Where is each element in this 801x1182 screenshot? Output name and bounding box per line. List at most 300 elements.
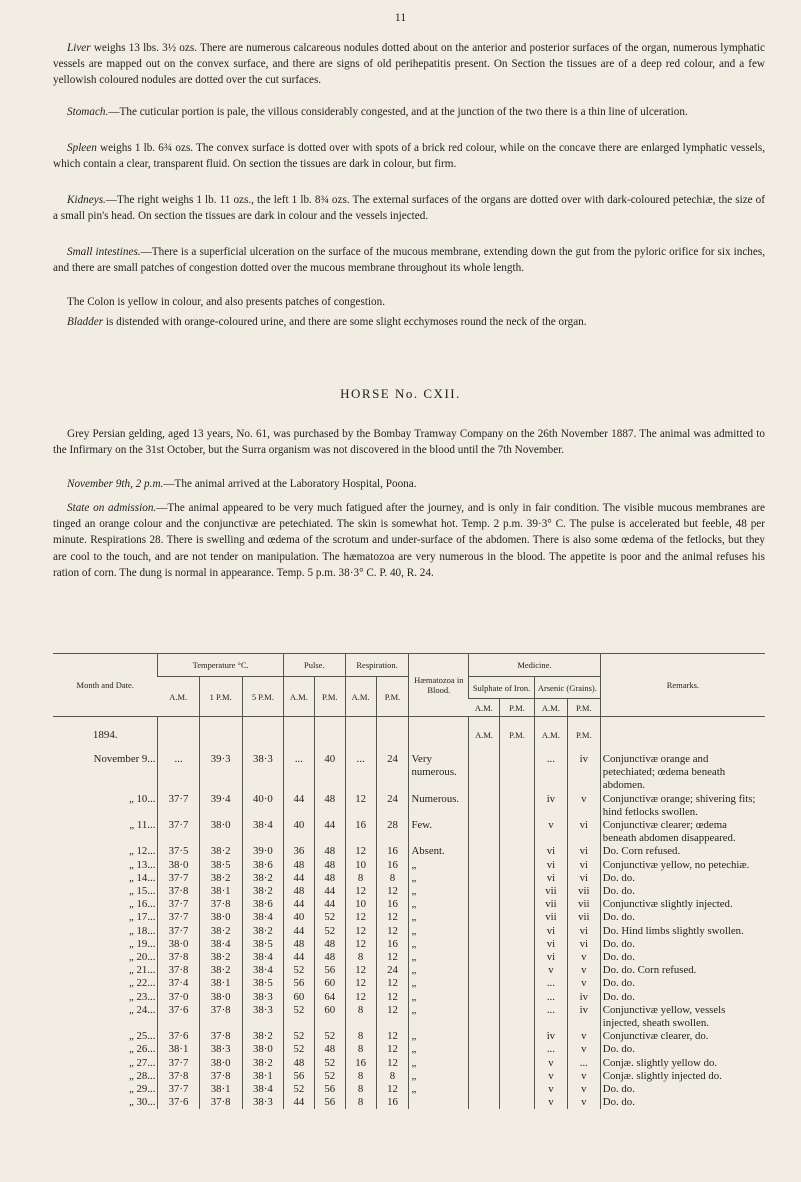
cell-sulphate-am xyxy=(469,925,500,938)
table-row xyxy=(53,938,765,951)
cell-sulphate-am xyxy=(469,753,500,793)
cell-arsenic-pm: vi xyxy=(567,845,600,858)
cell-pulse-am: 52 xyxy=(283,1004,314,1030)
cell-resp-am: 8 xyxy=(345,1083,376,1096)
cell-sulphate-pm xyxy=(499,753,534,793)
cell-sulphate-am xyxy=(469,1070,500,1083)
cell-haematozoa: „ xyxy=(409,951,469,964)
table-row xyxy=(53,1030,765,1043)
cell-resp-pm: 12 xyxy=(376,1043,409,1056)
cell-haematozoa: „ xyxy=(409,1083,469,1096)
cell-sulphate-am xyxy=(469,872,500,885)
cell-arsenic-pm: v xyxy=(567,964,600,977)
cell-temp-5pm: 38·2 xyxy=(242,1057,283,1070)
header-arsenic-pm: P.M. xyxy=(567,699,600,717)
cell-temp-5pm: 38·3 xyxy=(242,1004,283,1030)
cell-arsenic-am: iv xyxy=(534,1030,567,1043)
cell-pulse-pm: 56 xyxy=(314,964,345,977)
header-sulphate-pm: P.M. xyxy=(499,699,534,717)
cell-temp-am: 37·7 xyxy=(158,872,199,885)
cell-remarks: Do. do. xyxy=(600,885,765,898)
cell-resp-am: 8 xyxy=(345,872,376,885)
cell-sulphate-am xyxy=(469,845,500,858)
cell-remarks: Do. do. xyxy=(600,977,765,990)
cell-sulphate-pm xyxy=(499,911,534,924)
cell-temp-am: 37·6 xyxy=(158,1004,199,1030)
cell-pulse-am: 48 xyxy=(283,885,314,898)
cell-temp-5pm: 38·4 xyxy=(242,951,283,964)
cell-remarks: Conjunctivæ clearer, do. xyxy=(600,1030,765,1043)
paragraph-spleen: Spleen weighs 1 lb. 6¾ ozs. The convex surface is dotted over with spots of a brick red colour, while on the concave there are enlarged lymphatic vessels, which contain a clear, transparent fluid. On section the tissues are dark in colour, but firm. xyxy=(53,142,765,171)
cell-pulse-pm: 48 xyxy=(314,872,345,885)
cell-sulphate-am xyxy=(469,991,500,1004)
cell-sulphate-pm xyxy=(499,793,534,819)
cell-pulse-pm: 48 xyxy=(314,859,345,872)
cell-pulse-pm: 60 xyxy=(314,977,345,990)
cell-sulphate-pm xyxy=(499,938,534,951)
cell-resp-pm: 12 xyxy=(376,911,409,924)
cell-temp-1pm: 38·1 xyxy=(199,885,242,898)
table-row xyxy=(53,977,765,990)
header-pulse-pm: P.M. xyxy=(314,677,345,717)
cell-temp-5pm: 38·2 xyxy=(242,1030,283,1043)
cell-remarks: Do. do. xyxy=(600,951,765,964)
cell-temp-1pm: 38·2 xyxy=(199,872,242,885)
year-label: 1894. xyxy=(92,729,118,741)
cell-temp-am: 37·8 xyxy=(158,885,199,898)
cell-sulphate-pm xyxy=(499,1083,534,1096)
cell-temp-am: 37·0 xyxy=(158,991,199,1004)
table-row xyxy=(53,1083,765,1096)
header-respiration: Respiration. xyxy=(345,654,409,677)
cell-remarks: Conjunctivæ slightly injected. xyxy=(600,898,765,911)
cell-pulse-am: 44 xyxy=(283,925,314,938)
cell-haematozoa: Few. xyxy=(409,819,469,845)
cell-arsenic-am: ... xyxy=(534,977,567,990)
cell-date: November 9... xyxy=(93,753,156,765)
cell-sulphate-pm xyxy=(499,964,534,977)
cell-pulse-am: 52 xyxy=(283,1030,314,1043)
header-arsenic-am: A.M. xyxy=(534,699,567,717)
table-row xyxy=(53,859,765,872)
cell-resp-am: 12 xyxy=(345,991,376,1004)
cell-resp-pm: 24 xyxy=(376,793,409,819)
cell-date: „ 26... xyxy=(129,1043,156,1056)
cell-date: „ 23... xyxy=(129,990,156,1003)
cell-sulphate-am xyxy=(469,938,500,951)
table-row xyxy=(53,911,765,924)
cell-arsenic-am: iv xyxy=(534,793,567,819)
cell-pulse-pm: 52 xyxy=(314,1057,345,1070)
table-row xyxy=(53,1096,765,1109)
table-row xyxy=(53,885,765,898)
cell-haematozoa: „ xyxy=(409,1043,469,1056)
cell-remarks: Conjunctivæ yellow, no petechiæ. xyxy=(600,859,765,872)
cell-arsenic-pm: vi xyxy=(567,859,600,872)
cell-temp-1pm: 38·5 xyxy=(199,859,242,872)
paragraph-state-on-admission: State on admission.—The animal appeared to be very much fatigued after the journey, and is only in fair condition. The visible mucous membranes are tinged an orange colour and the conjunctivæ are petechiated. The skin is somewhat hot. Temp. 2 p.m. 39·3° C. The pulse is accelerated but feeble, 48 per minute. Respirations 28. There is swelling and œdema of the scrotum and under-surface of the abdomen. There is also some œdema of the fetlocks, but they are cool to the touch, and are not tender on manipulation. The hæmatozoa are very numerous in the blood. The appetite is poor and the animal refuses his ration of corn. The dung is normal in appearance. Temp. 5 p.m. 38·3° C. P. 40, R. 24. xyxy=(53,502,766,579)
cell-sulphate-am xyxy=(469,1057,500,1070)
header-temperature: Temperature °C. xyxy=(158,654,284,677)
cell-resp-pm: 8 xyxy=(376,1070,409,1083)
cell-pulse-am: ... xyxy=(283,753,314,793)
cell-date: „ 27... xyxy=(129,1056,156,1069)
cell-temp-1pm: 37·8 xyxy=(199,1070,242,1083)
cell-arsenic-pm: vi xyxy=(567,872,600,885)
cell-arsenic-pm: iv xyxy=(567,753,600,793)
cell-temp-1pm: 38·4 xyxy=(199,938,242,951)
year-sulphate-pm: P.M. xyxy=(499,717,534,754)
cell-sulphate-am xyxy=(469,951,500,964)
cell-arsenic-am: vi xyxy=(534,872,567,885)
header-remarks: Remarks. xyxy=(600,654,765,717)
cell-temp-5pm: 38·6 xyxy=(242,859,283,872)
cell-pulse-am: 44 xyxy=(283,1096,314,1109)
cell-arsenic-am: vi xyxy=(534,951,567,964)
cell-pulse-pm: 52 xyxy=(314,1030,345,1043)
cell-remarks: Conjæ. slightly injected do. xyxy=(600,1070,765,1083)
cell-pulse-pm: 52 xyxy=(314,911,345,924)
cell-temp-5pm: 38·2 xyxy=(242,925,283,938)
cell-remarks: Do. do. xyxy=(600,872,765,885)
cell-arsenic-pm: iv xyxy=(567,991,600,1004)
cell-sulphate-am xyxy=(469,885,500,898)
cell-date: „ 28... xyxy=(129,1069,156,1082)
cell-arsenic-pm: vi xyxy=(567,819,600,845)
cell-sulphate-am xyxy=(469,1030,500,1043)
header-sulphate-am: A.M. xyxy=(469,699,500,717)
cell-haematozoa: „ xyxy=(409,885,469,898)
cell-date: „ 29... xyxy=(129,1083,156,1096)
cell-date: „ 22... xyxy=(129,977,156,990)
cell-arsenic-pm: vi xyxy=(567,938,600,951)
cell-temp-1pm: 37·8 xyxy=(199,898,242,911)
header-month: Month and Date. xyxy=(53,654,158,717)
cell-temp-am: 37·5 xyxy=(158,845,199,858)
cell-temp-am: 37·7 xyxy=(158,793,199,819)
cell-resp-pm: 16 xyxy=(376,898,409,911)
cell-temp-5pm: 38·5 xyxy=(242,977,283,990)
header-pulse: Pulse. xyxy=(283,654,345,677)
cell-pulse-am: 56 xyxy=(283,1070,314,1083)
cell-remarks: Conjunctivæ clearer; œdema beneath abdomen disappeared. xyxy=(600,819,765,845)
cell-haematozoa: „ xyxy=(409,977,469,990)
cell-sulphate-pm xyxy=(499,1043,534,1056)
cell-pulse-pm: 44 xyxy=(314,885,345,898)
paragraph-case-history: Grey Persian gelding, aged 13 years, No. 61, was purchased by the Bombay Tramway Company on the 26th November 1887. The animal was admitted to the Infirmary on the 31st October, but the Surra organism was not discovered in the blood until the 7th November. xyxy=(53,428,765,457)
header-temp-1pm: 1 P.M. xyxy=(199,677,242,717)
cell-remarks: Do. Corn refused. xyxy=(600,845,765,858)
cell-resp-am: 12 xyxy=(345,977,376,990)
paragraph-kidneys: Kidneys.—The right weighs 1 lb. 11 ozs., the left 1 lb. 8¾ ozs. The external surfaces of the organs are dotted over with dark-coloured petechiæ, the size of a small pin's head. On section the tissues are dark in colour and the vessels injected. xyxy=(53,194,765,223)
cell-date: „ 12... xyxy=(129,845,156,858)
cell-temp-am: 37·4 xyxy=(158,977,199,990)
cell-temp-1pm: 38·3 xyxy=(199,1043,242,1056)
cell-pulse-am: 48 xyxy=(283,938,314,951)
cell-sulphate-pm xyxy=(499,819,534,845)
cell-date: „ 20... xyxy=(129,951,156,964)
cell-temp-5pm: 38·1 xyxy=(242,1070,283,1083)
cell-date: „ 13... xyxy=(129,858,156,871)
table-row xyxy=(53,753,765,793)
cell-resp-pm: 12 xyxy=(376,885,409,898)
cell-temp-1pm: 37·8 xyxy=(199,1096,242,1109)
cell-temp-am: 37·7 xyxy=(158,925,199,938)
cell-resp-am: 8 xyxy=(345,951,376,964)
cell-temp-5pm: 38·3 xyxy=(242,991,283,1004)
cell-sulphate-pm xyxy=(499,1096,534,1109)
cell-arsenic-pm: ... xyxy=(567,1057,600,1070)
header-temp-5pm: 5 P.M. xyxy=(242,677,283,717)
cell-resp-pm: 12 xyxy=(376,1083,409,1096)
table-row xyxy=(53,1004,765,1030)
cell-temp-1pm: 38·0 xyxy=(199,911,242,924)
cell-temp-1pm: 37·8 xyxy=(199,1030,242,1043)
cell-temp-am: 38·1 xyxy=(158,1043,199,1056)
cell-date: „ 18... xyxy=(129,924,156,937)
cell-pulse-pm: 40 xyxy=(314,753,345,793)
cell-resp-am: 12 xyxy=(345,925,376,938)
cell-pulse-am: 44 xyxy=(283,951,314,964)
page-number: 11 xyxy=(394,10,407,24)
cell-arsenic-pm: v xyxy=(567,1030,600,1043)
cell-pulse-pm: 60 xyxy=(314,1004,345,1030)
cell-resp-pm: 12 xyxy=(376,1030,409,1043)
cell-resp-pm: 8 xyxy=(376,872,409,885)
cell-resp-am: 12 xyxy=(345,845,376,858)
cell-pulse-am: 44 xyxy=(283,793,314,819)
cell-resp-am: 8 xyxy=(345,1004,376,1030)
paragraph-arrival: November 9th, 2 p.m.—The animal arrived at the Laboratory Hospital, Poona. xyxy=(67,478,417,490)
cell-resp-pm: 12 xyxy=(376,991,409,1004)
cell-temp-1pm: 38·1 xyxy=(199,977,242,990)
cell-pulse-pm: 48 xyxy=(314,793,345,819)
table-row xyxy=(53,1057,765,1070)
cell-sulphate-pm xyxy=(499,872,534,885)
cell-haematozoa: „ xyxy=(409,1070,469,1083)
cell-date: „ 10... xyxy=(129,792,156,805)
table-row xyxy=(53,1070,765,1083)
cell-haematozoa: „ xyxy=(409,1004,469,1030)
cell-arsenic-pm: vii xyxy=(567,911,600,924)
paragraph-colon: The Colon is yellow in colour, and also presents patches of congestion. xyxy=(67,296,386,308)
cell-haematozoa: „ xyxy=(409,991,469,1004)
cell-date: „ 21... xyxy=(129,964,156,977)
cell-sulphate-am xyxy=(469,1004,500,1030)
cell-resp-am: 12 xyxy=(345,885,376,898)
cell-resp-am: 16 xyxy=(345,819,376,845)
cell-temp-5pm: 38·6 xyxy=(242,898,283,911)
cell-remarks: Conjunctivæ yellow, vessels injected, sheath swollen. xyxy=(600,1004,765,1030)
cell-haematozoa: Very numerous. xyxy=(409,753,469,793)
table-row xyxy=(53,872,765,885)
paragraph-bladder: Bladder is distended with orange-coloured urine, and there are some slight ecchymoses round the neck of the organ. xyxy=(67,316,587,328)
cell-temp-am: 37·8 xyxy=(158,964,199,977)
cell-pulse-pm: 56 xyxy=(314,1083,345,1096)
cell-resp-am: 8 xyxy=(345,1096,376,1109)
cell-temp-5pm: 40·0 xyxy=(242,793,283,819)
cell-remarks: Do. do. xyxy=(600,911,765,924)
header-resp-pm: P.M. xyxy=(376,677,409,717)
cell-temp-5pm: 38·4 xyxy=(242,964,283,977)
cell-resp-pm: 16 xyxy=(376,1096,409,1109)
header-pulse-am: A.M. xyxy=(283,677,314,717)
cell-sulphate-pm xyxy=(499,1070,534,1083)
cell-remarks: Conjæ. slightly yellow do. xyxy=(600,1057,765,1070)
cell-temp-1pm: 38·2 xyxy=(199,964,242,977)
cell-resp-am: 10 xyxy=(345,898,376,911)
cell-pulse-am: 60 xyxy=(283,991,314,1004)
observation-table xyxy=(53,653,765,1109)
cell-pulse-am: 52 xyxy=(283,964,314,977)
cell-sulphate-am xyxy=(469,964,500,977)
cell-arsenic-am: ... xyxy=(534,1004,567,1030)
cell-temp-1pm: 38·2 xyxy=(199,845,242,858)
cell-date: „ 19... xyxy=(129,937,156,950)
cell-date: „ 24... xyxy=(129,1003,156,1016)
cell-sulphate-pm xyxy=(499,859,534,872)
table-row xyxy=(53,991,765,1004)
cell-date: „ 14... xyxy=(129,871,156,884)
cell-remarks: Conjunctivæ orange; shivering fits; hind fetlocks swollen. xyxy=(600,793,765,819)
cell-sulphate-pm xyxy=(499,1030,534,1043)
cell-temp-5pm: 38·5 xyxy=(242,938,283,951)
cell-pulse-am: 56 xyxy=(283,977,314,990)
table-row xyxy=(53,819,765,845)
cell-remarks: Do. Hind limbs slightly swollen. xyxy=(600,925,765,938)
cell-arsenic-am: v xyxy=(534,1070,567,1083)
header-resp-am: A.M. xyxy=(345,677,376,717)
cell-temp-1pm: 37·8 xyxy=(199,1004,242,1030)
cell-pulse-pm: 64 xyxy=(314,991,345,1004)
year-arsenic-pm: P.M. xyxy=(567,717,600,754)
cell-arsenic-am: ... xyxy=(534,991,567,1004)
paragraph-small-intestines: Small intestines.—There is a superficial ulceration on the surface of the mucous membrane, extending down the gut from the pyloric orifice for six inches, and there are small patches of congestion dotted over the mucous membrane throughout its whole length. xyxy=(53,246,765,275)
cell-temp-am: ... xyxy=(158,753,199,793)
cell-temp-1pm: 38·0 xyxy=(199,991,242,1004)
cell-arsenic-am: v xyxy=(534,964,567,977)
cell-temp-5pm: 38·2 xyxy=(242,885,283,898)
table-row xyxy=(53,793,765,819)
cell-arsenic-pm: v xyxy=(567,951,600,964)
cell-arsenic-pm: vi xyxy=(567,925,600,938)
cell-pulse-pm: 52 xyxy=(314,925,345,938)
cell-date: „ 16... xyxy=(129,898,156,911)
cell-temp-5pm: 38·3 xyxy=(242,1096,283,1109)
cell-temp-1pm: 39·4 xyxy=(199,793,242,819)
cell-sulphate-am xyxy=(469,859,500,872)
cell-arsenic-am: vi xyxy=(534,938,567,951)
table-row xyxy=(53,925,765,938)
cell-arsenic-pm: vii xyxy=(567,885,600,898)
cell-haematozoa: „ xyxy=(409,1057,469,1070)
cell-arsenic-am: vii xyxy=(534,885,567,898)
cell-temp-5pm: 38·3 xyxy=(242,753,283,793)
year-sulphate-am: A.M. xyxy=(469,717,500,754)
cell-resp-am: 12 xyxy=(345,911,376,924)
cell-sulphate-pm xyxy=(499,991,534,1004)
cell-resp-pm: 12 xyxy=(376,951,409,964)
table-row xyxy=(53,845,765,858)
cell-arsenic-am: vi xyxy=(534,845,567,858)
cell-resp-pm: 12 xyxy=(376,1004,409,1030)
cell-temp-5pm: 38·4 xyxy=(242,911,283,924)
table-row xyxy=(53,1043,765,1056)
cell-arsenic-pm: v xyxy=(567,793,600,819)
cell-pulse-pm: 52 xyxy=(314,1070,345,1083)
cell-arsenic-am: vi xyxy=(534,859,567,872)
cell-pulse-am: 36 xyxy=(283,845,314,858)
cell-temp-5pm: 39·0 xyxy=(242,845,283,858)
cell-date: „ 11... xyxy=(129,819,156,832)
cell-resp-pm: 16 xyxy=(376,938,409,951)
cell-temp-am: 37·6 xyxy=(158,1030,199,1043)
cell-temp-am: 37·7 xyxy=(158,819,199,845)
cell-date: „ 25... xyxy=(129,1030,156,1043)
cell-haematozoa: „ xyxy=(409,911,469,924)
cell-resp-pm: 24 xyxy=(376,964,409,977)
cell-arsenic-am: vii xyxy=(534,911,567,924)
header-arsenic: Arsenic (Grains). xyxy=(534,677,600,699)
cell-sulphate-pm xyxy=(499,1057,534,1070)
cell-pulse-pm: 48 xyxy=(314,845,345,858)
cell-sulphate-am xyxy=(469,793,500,819)
cell-remarks: Do. do. xyxy=(600,1043,765,1056)
cell-resp-am: 8 xyxy=(345,1030,376,1043)
cell-temp-1pm: 38·0 xyxy=(199,1057,242,1070)
cell-pulse-am: 44 xyxy=(283,872,314,885)
cell-temp-am: 37·8 xyxy=(158,951,199,964)
cell-sulphate-am xyxy=(469,1043,500,1056)
paragraph-stomach: Stomach.—The cuticular portion is pale, the villous considerably congested, and at the junction of the two there is a thin line of ulceration. xyxy=(67,106,688,118)
cell-arsenic-am: v xyxy=(534,1083,567,1096)
cell-sulphate-am xyxy=(469,911,500,924)
case-heading: HORSE No. CXII. xyxy=(340,386,461,401)
cell-resp-am: 12 xyxy=(345,938,376,951)
cell-temp-1pm: 38·0 xyxy=(199,819,242,845)
cell-haematozoa xyxy=(409,1096,469,1109)
header-medicine: Medicine. xyxy=(469,654,601,677)
cell-arsenic-pm: v xyxy=(567,977,600,990)
cell-haematozoa: „ xyxy=(409,872,469,885)
cell-haematozoa: „ xyxy=(409,925,469,938)
cell-resp-am: 12 xyxy=(345,964,376,977)
cell-arsenic-pm: v xyxy=(567,1070,600,1083)
cell-sulphate-pm xyxy=(499,898,534,911)
cell-arsenic-pm: v xyxy=(567,1043,600,1056)
cell-haematozoa: Absent. xyxy=(409,845,469,858)
table-row xyxy=(53,898,765,911)
table-row xyxy=(53,951,765,964)
cell-resp-am: ... xyxy=(345,753,376,793)
cell-arsenic-am: ... xyxy=(534,1043,567,1056)
cell-sulphate-am xyxy=(469,898,500,911)
cell-remarks: Conjunctivæ orange and petechiated; œdema beneath abdomen. xyxy=(600,753,765,793)
cell-sulphate-pm xyxy=(499,951,534,964)
cell-arsenic-pm: vii xyxy=(567,898,600,911)
cell-pulse-pm: 48 xyxy=(314,951,345,964)
cell-temp-1pm: 38·1 xyxy=(199,1083,242,1096)
cell-pulse-am: 44 xyxy=(283,898,314,911)
header-temp-am: A.M. xyxy=(158,677,199,717)
cell-arsenic-pm: v xyxy=(567,1096,600,1109)
cell-haematozoa: „ xyxy=(409,898,469,911)
cell-pulse-pm: 48 xyxy=(314,938,345,951)
cell-temp-1pm: 38·2 xyxy=(199,925,242,938)
cell-resp-am: 10 xyxy=(345,859,376,872)
cell-pulse-pm: 44 xyxy=(314,898,345,911)
cell-resp-am: 16 xyxy=(345,1057,376,1070)
